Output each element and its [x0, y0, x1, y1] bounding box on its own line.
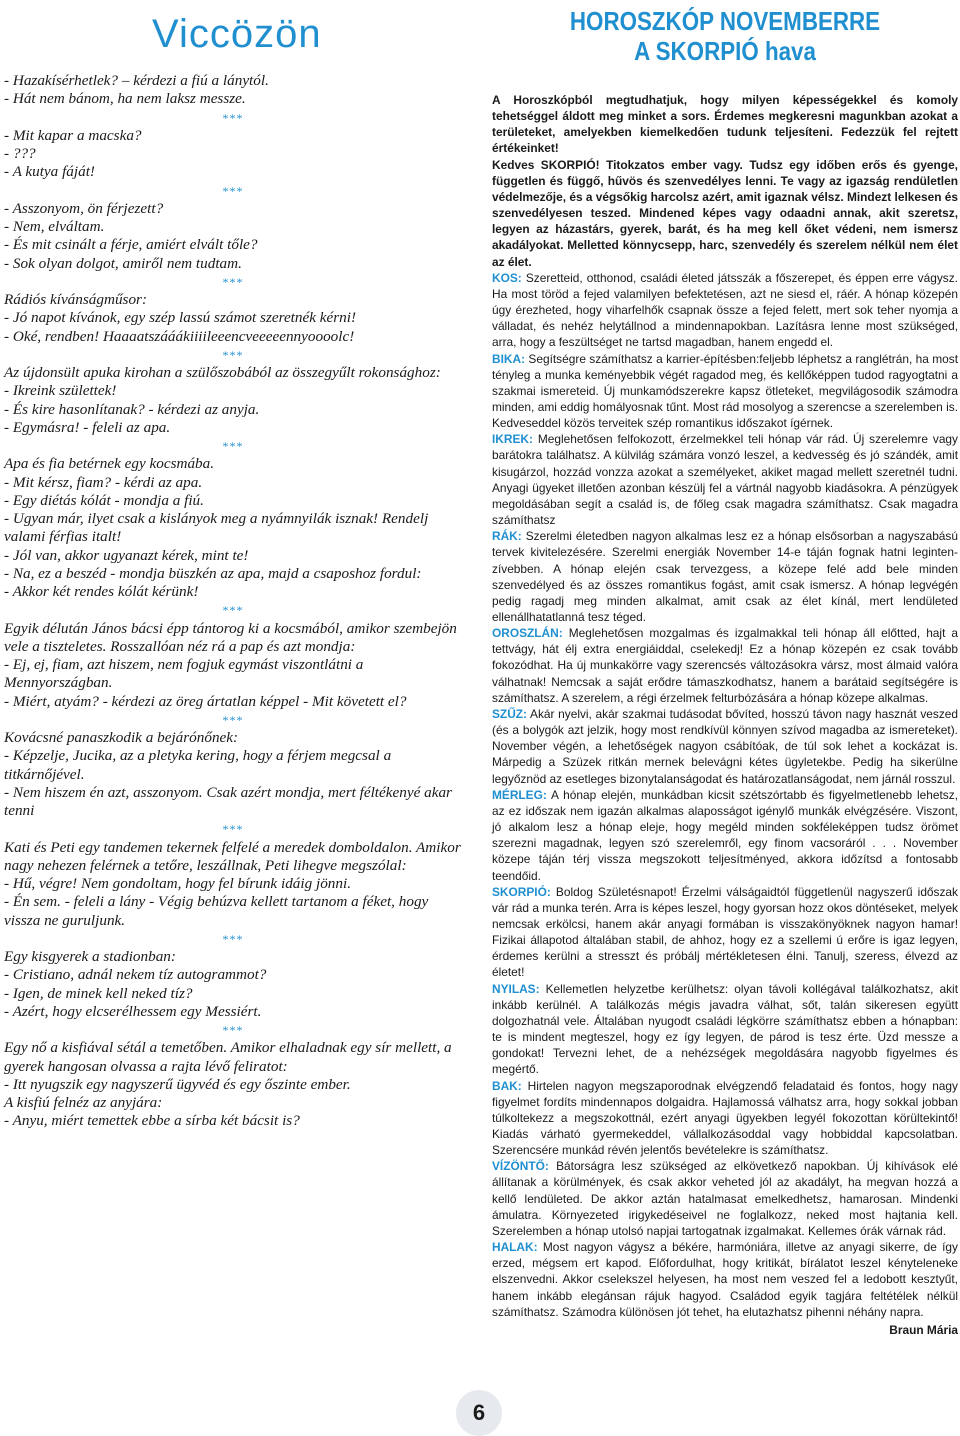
joke-separator: *** [222, 931, 244, 946]
joke-line: - És mit csinált a férje, amiért elvált tőle? [4, 236, 258, 254]
zodiac-sign-name: SKORPIÓ: [492, 884, 551, 899]
zodiac-sign-name: MÉRLEG: [492, 787, 547, 802]
joke-line: - Igen, de minek kell neked tíz? [4, 984, 193, 1002]
joke-line: Egy kisgyerek a stadionban: [4, 948, 176, 965]
joke-line: - Cristiano, adnál nekem tíz autogrammot? [4, 966, 267, 984]
horoscope-title-line2: A SKORPIÓ hava [634, 36, 816, 66]
joke-line: Egy nő a kisfiával sétál a temetőben. Amikor elhaladnak egy sír mellett, a gyerek hangosan olvassa a rajta lévő feliratot: [4, 1039, 452, 1075]
zodiac-sign-entry [492, 884, 958, 981]
zodiac-sign-name: RÁK: [492, 529, 522, 544]
zodiac-sign-text: Meglehetősen felfokozott, érzelmekkel teli hónap vár rád. Új szerelemre vagy barátokra találhatsz. A külvilág számára vonzó leszel, a kedvesség és jó szándék, amit kisugárzol, hozzád vonzza azokat a személyeket, akiket magad mellett szeretnél tudni. Anyagi ügyeket illetően azonban készülj fel a vártnál nagyobb kiadásokra. A pénzügyek megoldásában segít a család is, de főleg csak magadra számíthatsz. Csak magadra számíthatsz [492, 432, 958, 528]
zodiac-sign-name: BAK: [492, 1078, 522, 1093]
joke-line: - ??? [4, 145, 36, 162]
joke-line: - Hű, végre! Nem gondoltam, hogy fel bírunk idáig jönni. [4, 875, 352, 892]
joke-separator: *** [222, 1023, 244, 1037]
joke-line: - Azért, hogy elcserélhessem egy Messiért. [4, 1002, 262, 1020]
zodiac-sign-entry [492, 1158, 958, 1239]
zodiac-sign-name: KOS: [492, 270, 522, 285]
joke-line: - És kire hasonlítanak? - kérdezi az anyja. [4, 400, 260, 418]
zodiac-sign-name: NYILAS: [492, 981, 540, 996]
joke-separator: *** [222, 110, 244, 125]
zodiac-sign-name: VÍZÖNTŐ: [492, 1159, 549, 1174]
joke-line: - Jól van, akkor ugyanazt kérek, mint te! [4, 546, 249, 564]
joke-line: - Én sem. - feleli a lány - Végig behúzva kellett tartanom a féket, hogy vissza ne guruljunk. [4, 893, 429, 929]
zodiac-sign-entry [492, 1078, 958, 1159]
joke-line: - Ej, ej, fiam, azt hiszem, nem fogjuk egymást viszontlátni a Mennyországban. [4, 656, 364, 692]
joke-separator: *** [222, 183, 244, 198]
zodiac-sign-text: Boldog Születésnapot! Érzelmi válságaidtól függetlenül nagyszerű időszak vár rád a munka terén. Arra is képes leszel, hogy gyorsan hozz okos döntéseket, melyek nemcsak erkölcsi, hanem akár anyagi formában is visszakönyöknek nagyon hamar! Fizikai állapotod általában stabil, de ahhoz, hogy ez a szellemi ú erőre is igaz legyen, érdemes kerülni a stresszt és próbálj mértékletesen élni. Tanulj, szeress, élvezd az életet! [492, 884, 958, 980]
zodiac-sign-text: Kellemetlen helyzetbe kerülhetsz: olyan távoli kollégával találkozhatsz, akit inkább kerülnél. A találkozás mégis javadra válhat, sőt, talán sikeresen együtt dolgozhatnál vele. Általában nyugodt családi légkörre számíthatsz ebben a hónapban: te is mindent megteszel, hogy ez így legyen, de párod is tesz érte. Üzd messze a gondokat! Tervezni lehet, de a nehézségek megoldására nagyobb figyelmes és megértő. [492, 981, 959, 1077]
joke-line: - Hát nem bánom, ha nem laksz messze. [4, 90, 246, 108]
joke-separator: *** [222, 603, 244, 618]
zodiac-sign-text: Szeretteid, otthonod, családi életed játsszák a főszerepet, és éppen erre vágysz. Ha most töröd a fejed valamilyen befektetésen, azt ne siesd el, ráér. A hónap közepén úgy érezheted, hogy viharfelhők csapnak össze a fejed felett, mert sok teher nyomja a válladat, és nehéz helytállnod a mindennapokban. Lazításra lenne most szükséged, arra, hogy a feszültséget ne tartsd magadban, hanem engedd el. [492, 270, 958, 350]
author-signature: Braun Mária [889, 1322, 958, 1337]
joke-line: - Ikreink születtek! [4, 382, 117, 400]
zodiac-sign-text: A hónap elején, munkádban kicsit szétszórtabb és figyelmetlenebb lehetsz, az ez időszak nem igazán alkalmas alaposságot igénylő munkák elvégzésére. Viszont, jó alkalom lesz a hónap eleje, hogy megéld minden sokféleképpen tudsz örömet szerezni magadnak, legyen szó szerelemről, egy finom vacsoráról . . . November közepe táján térj vissza megszokott teljesítményed, akkora időzítsd a fontosabb teendőid. [492, 787, 959, 883]
joke-line: Kati és Peti egy tandemen tekernek felfelé a meredek domboldalon. Amikor nagy nehezen felérnek a tetőre, leszállnak, Peti lihegve megszólal: [4, 838, 461, 874]
joke-line: - Akkor két rendes kólát kérünk! [4, 583, 199, 600]
joke-line: - Nem, elváltam. [4, 218, 105, 235]
page-number-badge: 6 [456, 1390, 502, 1436]
zodiac-sign-text: Hirtelen nagyon megszaporodnak elvégzendő feladataid és fontos, hogy nagy figyelmet fordíts mindennapos dolgaidra. Hajlamossá válhatsz arra, hogy sokkal jobban túlkoltekezz a megszokottnál, ezért anyagi ügyekben legyél fokozottan körültekintő! Kiadás várható gyermekeddel, vállalkozásoddal vagy hobbiddal kapcsolatban. Szerencsére munkád révén jelentős bevételekre is számíthatsz. [492, 1078, 958, 1158]
joke-line: Kovácsné panaszkodik a bejárónőnek: [4, 729, 239, 746]
joke-separator: *** [222, 439, 244, 453]
joke-separator: *** [222, 274, 244, 289]
zodiac-sign-name: OROSZLÁN: [492, 626, 563, 641]
joke-line: - Egy diétás kólát - mondja a fiú. [4, 491, 204, 509]
joke-line: A kisfiú felnéz az anyjára: [4, 1094, 163, 1111]
zodiac-sign-name: BIKA: [492, 351, 526, 366]
joke-line: - Oké, rendben! Haaaatszááákiiiileeencveeeeennyoooolc! [4, 327, 355, 345]
joke-line: - Ugyan már, ilyet csak a kislányok meg a nyámnyilák isznak! Rendelj valami férfias italt! [4, 510, 429, 546]
joke-line: - Nem hiszem én azt, asszonyom. Csak azért mondja, mert féltékenyé akar tenni [4, 783, 452, 819]
zodiac-sign-entry [492, 528, 958, 625]
zodiac-sign-text: Segítségre számíthatsz a karrier-építésben:feljebb léphetsz a ranglétrán, ha most tényleg a munka keményebbik végét ragadod meg, és kellőképpen tudod ragyogtatni a szakmai ismereteid. Új munkamódszerekre kapsz ötleteket, megvilágosodik számodra minden, ami eddig homályosnak tűnt. Most rád mosolyog a szerencse a szerelemben is. Kedveseddel közös terveitek szép romantikus időszakot ígérnek. [492, 351, 958, 431]
joke-line: - Jó napot kívánok, egy szép lassú számot szeretnék kérni! [4, 309, 357, 327]
joke-line: Egyik délután János bácsi épp tántorog ki a kocsmából, amikor szembejön vele a tiszteletes. Rosszallóan néz rá a pap és azt mondja: [4, 619, 457, 655]
joke-line: Az újdonsült apuka kirohan a szülőszobából az összegyűlt rokonsághoz: [4, 364, 441, 381]
jokes-title: Viccözön [152, 12, 322, 56]
joke-separator: *** [222, 347, 244, 362]
zodiac-sign-text: Szerelmi életedben nagyon alkalmas lesz ez a hónap elsősorban a nagyszabású tervek kivitelezésére. Szerelmi energiák November 14-e táján fognak hatni legintenzívebben. A hónap elején csak tervezgess, a közepe felé add bele minden szenvedélyed és az összes romantikus fogást, amit csak ismersz. A hónap legvégén pedig ragadj meg minden alkalmat, amit csak az élet kínál, mert lendületed ellenállhatatlanná tesz téged. [492, 529, 958, 624]
joke-separator: *** [222, 712, 244, 727]
zodiac-sign-entry [492, 351, 958, 432]
joke-separator: *** [222, 822, 244, 837]
zodiac-signs-list [492, 270, 958, 1320]
joke-line: - Mit kapar a macska? [4, 126, 142, 144]
zodiac-sign-entry [492, 706, 958, 787]
zodiac-sign-entry [492, 625, 958, 706]
horoscope-intro: A Horoszkópból megtudhatjuk, hogy milyen képességekkel és komoly tehetséggel áldott meg minket a sors. Érdemes megkeresni magunkban azokat a területeket, amelyekben kiemelkedően tudunk teljesíteni. Fedezzük fel rejtett értékeinket! [492, 93, 958, 156]
zodiac-sign-name: SZŰZ: [492, 706, 528, 721]
jokes-list [4, 72, 462, 1131]
joke-line: Rádiós kívánságműsor: [4, 291, 148, 308]
horoscope-body [492, 92, 958, 1338]
joke-line: - Miért, atyám? - kérdezi az öreg ártatlan képpel - Mit követett el? [4, 692, 407, 710]
horoscope-intro-scorpio: Kedves SKORPIÓ! Titokzatos ember vagy. Tudsz egy időben erős és gyenge, független és függő, hűvös és szenvedélyes lenni. Te vagy az igazság rendületlen védelmezője, és a végsőkig harcolsz azért, amit igaznak vélsz. Mindezt lelkesen és szenvedélyesen teszed. Mindened képes vagy odaadni annak, akit szeretsz, legyen az házastárs, gyerek, barát, és ha meg kell őket védeni, nem ismersz akadályokat. Melletted könnycsepp, harc, szenvedély és szerelem nélkül nem élet az élet. [492, 157, 958, 269]
joke-line: - Sok olyan dolgot, amiről nem tudtam. [4, 254, 242, 272]
zodiac-sign-text: Most nagyon vágysz a békére, harmóniára, illetve az anyagi sikerre, de így erzed, mégsem ert kapod. Előfordulhat, hogy kritikát, bírálatot leszel kényteleneke elszenvedni. Akkor cselekszel helyesen, ha most nem veszed fel a ledobott kesztyűt, hanem inkább elegánsan rájuk hagyod. Családod egyik tagjára feltétélek nélkül számíthatsz. Számodra különösen jót tehet, ha elutazhatsz pihenni néhány napra. [492, 1240, 958, 1319]
joke-line: - Anyu, miért temettek ebbe a sírba két bácsit is? [4, 1112, 300, 1130]
joke-line: - Hazakísérhetlek? – kérdezi a fiú a lánytól. [4, 72, 269, 89]
zodiac-sign-entry [492, 270, 958, 351]
joke-line: - Képzelje, Jucika, az a pletyka kering, hogy a férjem megcsal a titkárnőjével. [4, 747, 392, 783]
joke-line: - Na, ez a beszéd - mondja büszkén az apa, majd a csaposhoz fordul: [4, 564, 422, 582]
zodiac-sign-name: HALAK: [492, 1240, 538, 1255]
joke-line: Apa és fia betérnek egy kocsmába. [4, 455, 215, 473]
zodiac-sign-text: Akár nyelvi, akár szakmai tudásodat bővíted, hosszú távon nagy hasznát veszed (és a bolygók azt jelzik, hogy most rendkívül könnyen szívod magadba az ismereteket). November végén, a lehetőségek nagyon csábítóak, de túl sok lehet a kockázat is. Márpedig a Szüzek ritkán mernek belevágni kétes ügyletekbe. Pedig ha sikerülne legyőznöd az esetleges bizonytalanságodat és határozatlanságodat, nem járnál rosszul. [492, 706, 958, 786]
horoscope-title-line1: HOROSZKÓP NOVEMBERRE [569, 6, 881, 36]
joke-line: - Asszonyom, ön férjezett? [4, 199, 164, 217]
zodiac-sign-entry [492, 1239, 958, 1320]
zodiac-sign-name: IKREK: [492, 432, 533, 447]
zodiac-sign-text: Meglehetősen mozgalmas és izgalmakkal teli hónap áll előtted, hajt a tettvágy, hát élj extra energiáiddal, cselekedj! Ez a hónap közepén ez csak tovább fokozódhat. Ha új munkakörre vagy szerencsés változásokra vársz, most álmaid valóra válhatnak! Nemcsak a saját erődre támaszkodhatsz, hanem a barátaid segítségére is számíthatsz. A szerelem, a régi érzelmek felturbózására a hónap közepe alkalmas. [492, 626, 958, 705]
joke-line: - Egymásra! - feleli az apa. [4, 418, 171, 436]
zodiac-sign-entry [492, 431, 958, 528]
joke-line: - Mit kérsz, fiam? - kérdi az apa. [4, 473, 203, 491]
horoscope-title [525, 6, 926, 66]
joke-line: - A kutya fáját! [4, 163, 95, 181]
zodiac-sign-text: Bátorságra lesz szükséged az elkövetkező napokban. Új kihívások elé állítanak a körülmények, és csak akkor veheted jól az akadályt, ha megvan hozzá a kellő lendületed. De akkor aztán hatalmasat emelkedhetsz, hamarosan. Mindenki ámulatra. Környezeted irigykedéseivel ne foglalkozz, neked most hajtania kell. Szerelemben a hónap utolsó napjai tartogatnak izgalmakat. Kellemes órák várnak rád. [492, 1159, 958, 1238]
zodiac-sign-entry [492, 981, 958, 1078]
joke-line: - Itt nyugszik egy nagyszerű ügyvéd és egy őszinte ember. [4, 1075, 351, 1093]
zodiac-sign-entry [492, 787, 958, 884]
